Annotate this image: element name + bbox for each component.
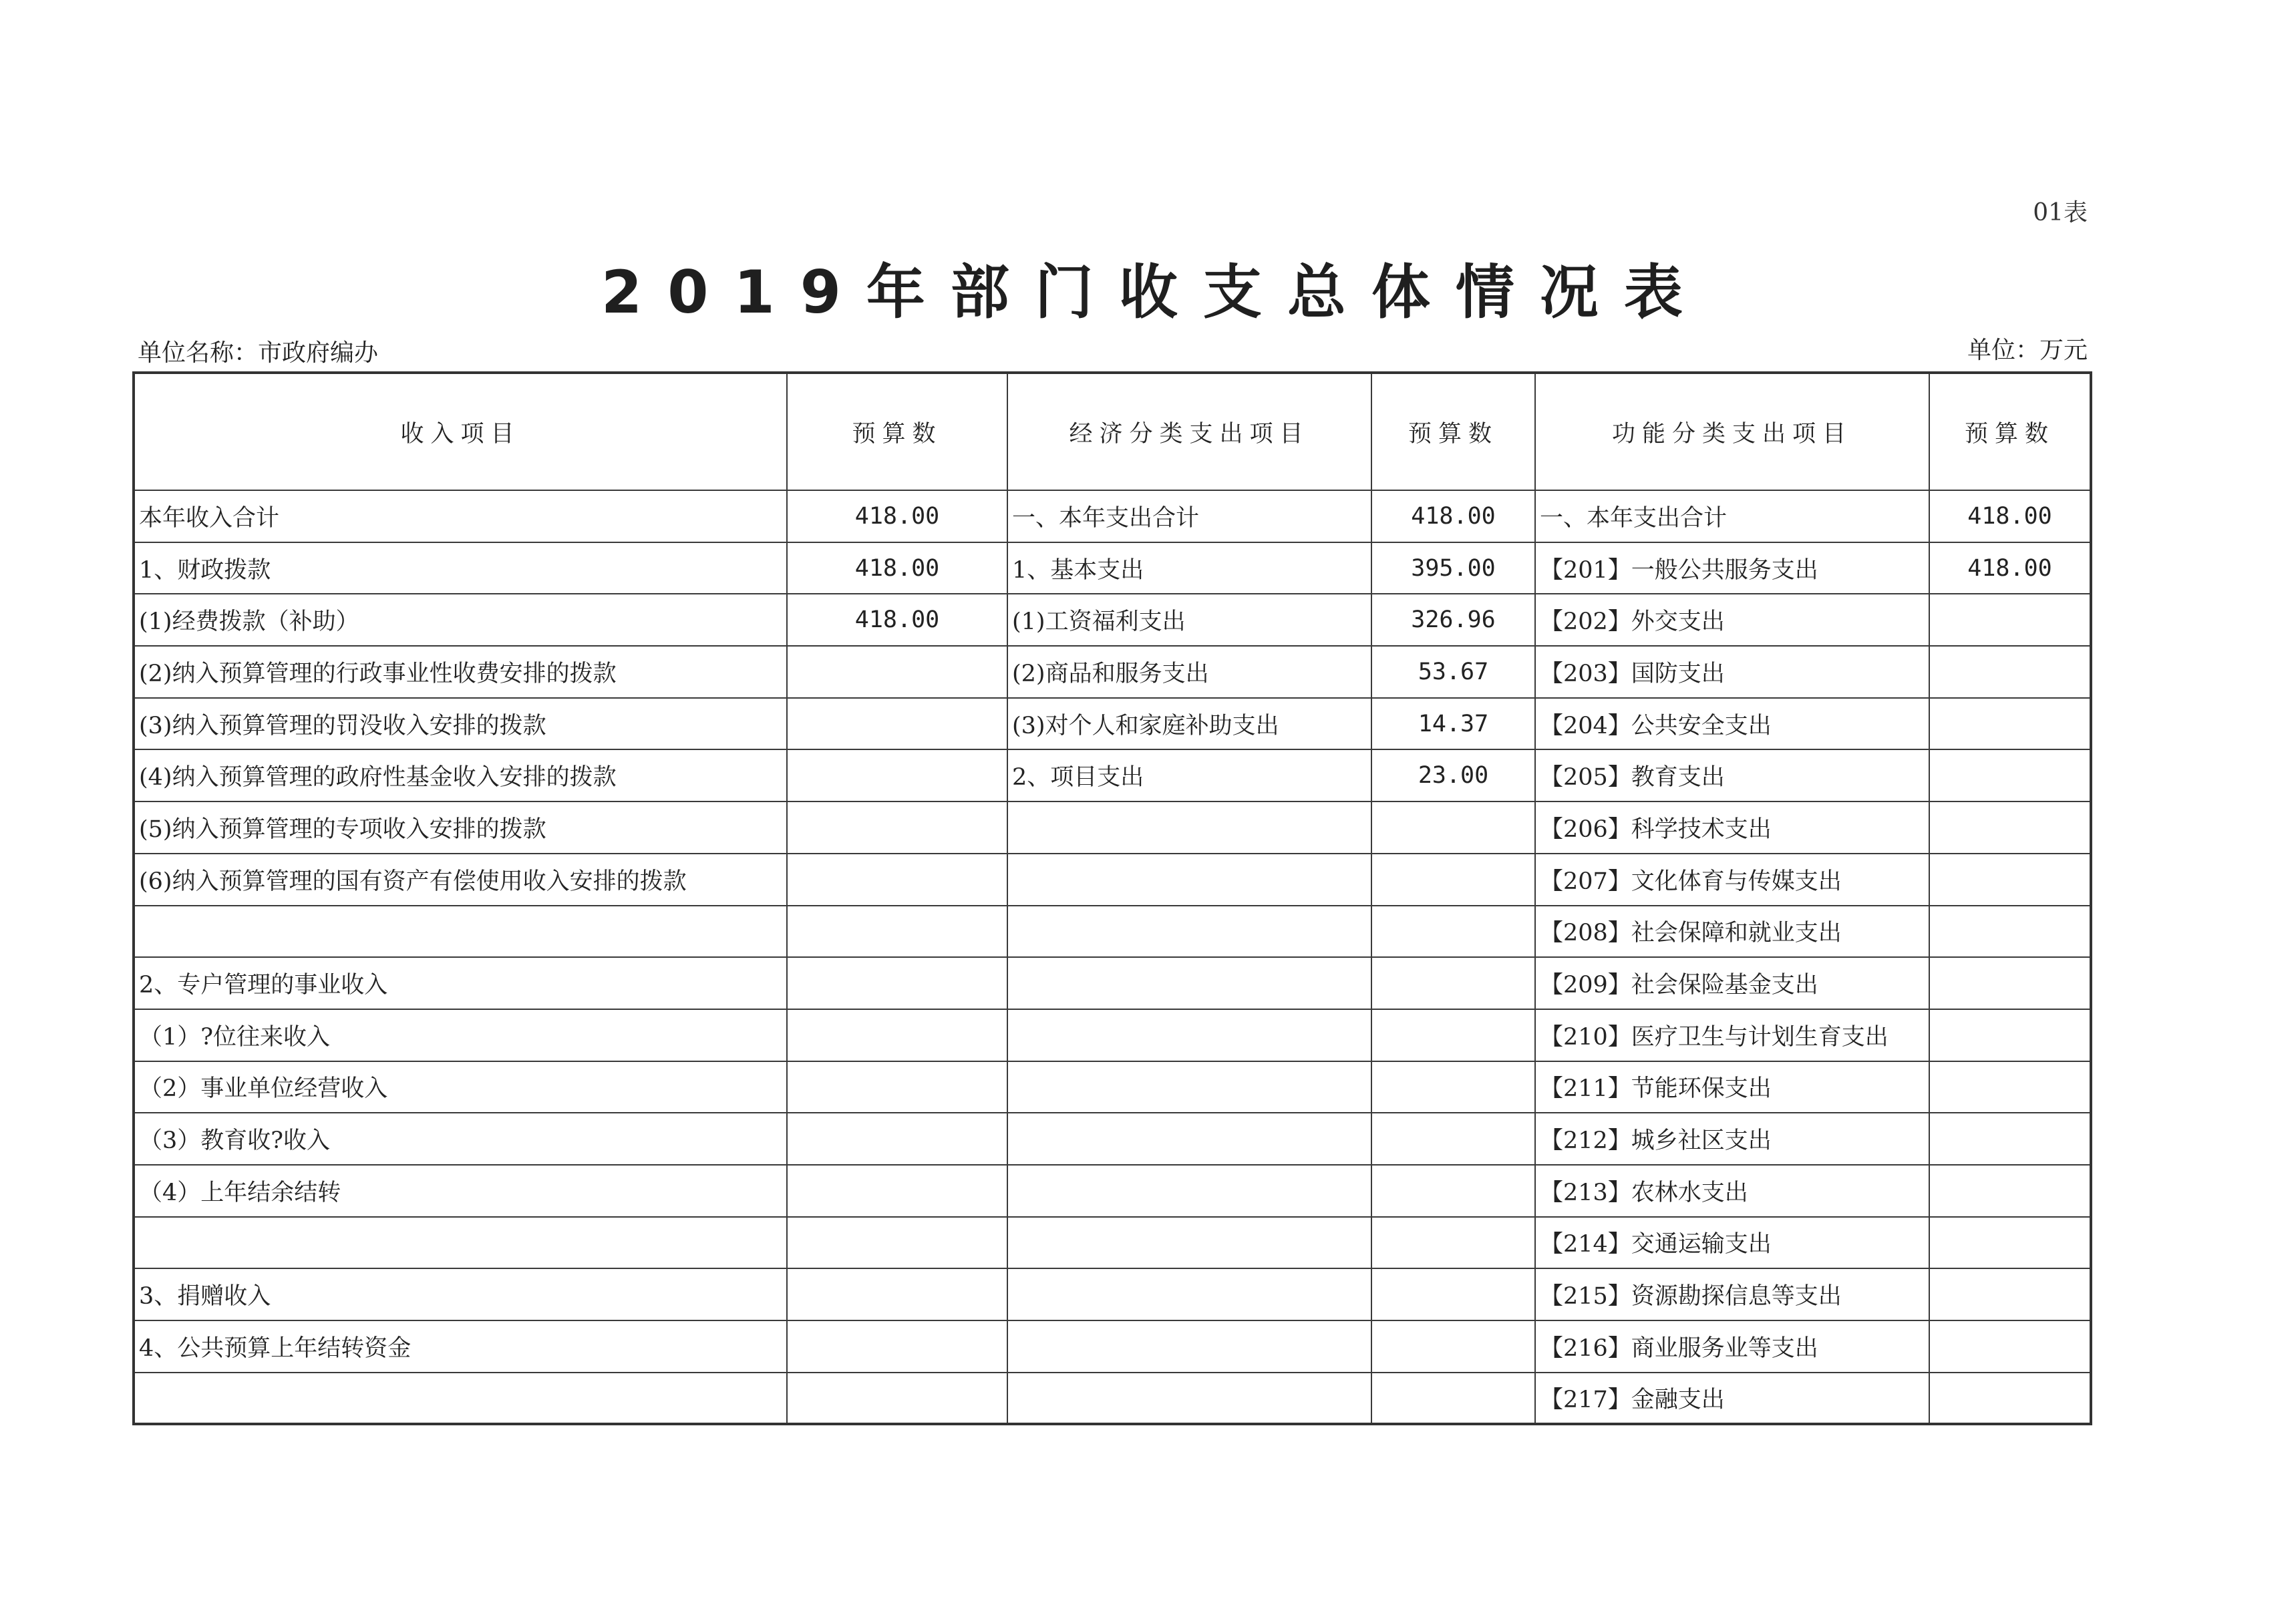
econ-item-cell: (2)商品和服务支出 bbox=[1007, 646, 1371, 698]
econ-amount-cell bbox=[1371, 1165, 1535, 1217]
table-body bbox=[134, 490, 2091, 1424]
income-item-cell: 本年收入合计 bbox=[134, 490, 787, 542]
func-amount-cell bbox=[1929, 1268, 2091, 1320]
func-amount-cell bbox=[1929, 594, 2091, 646]
econ-amount-cell bbox=[1371, 1113, 1535, 1165]
header-income-item: 收入项目 bbox=[134, 373, 787, 490]
func-amount-cell bbox=[1929, 1165, 2091, 1217]
header-income-budget: 预算数 bbox=[787, 373, 1007, 490]
income-item-cell bbox=[134, 1373, 787, 1425]
econ-item-cell: (3)对个人和家庭补助支出 bbox=[1007, 698, 1371, 750]
func-amount-cell bbox=[1929, 1061, 2091, 1113]
income-amount-cell bbox=[787, 1320, 1007, 1373]
income-amount-cell bbox=[787, 646, 1007, 698]
income-item-cell: (5)纳入预算管理的专项收入安排的拨款 bbox=[134, 801, 787, 854]
income-amount-cell bbox=[787, 1268, 1007, 1320]
func-item-cell: 【207】文化体育与传媒支出 bbox=[1535, 854, 1929, 906]
header-func-item: 功能分类支出项目 bbox=[1535, 373, 1929, 490]
econ-item-cell bbox=[1007, 906, 1371, 958]
income-amount-cell bbox=[787, 906, 1007, 958]
econ-item-cell bbox=[1007, 1061, 1371, 1113]
table-row bbox=[134, 854, 2091, 906]
econ-amount-cell: 326.96 bbox=[1371, 594, 1535, 646]
income-item-cell: （4）上年结余结转 bbox=[134, 1165, 787, 1217]
func-item-cell: 【205】教育支出 bbox=[1535, 749, 1929, 801]
econ-amount-cell bbox=[1371, 1320, 1535, 1373]
table-row bbox=[134, 1165, 2091, 1217]
econ-amount-cell bbox=[1371, 957, 1535, 1009]
income-item-cell: (6)纳入预算管理的国有资产有偿使用收入安排的拨款 bbox=[134, 854, 787, 906]
table-row bbox=[134, 490, 2091, 542]
income-amount-cell bbox=[787, 801, 1007, 854]
income-item-cell: 2、专户管理的事业收入 bbox=[134, 957, 787, 1009]
table-row bbox=[134, 1373, 2091, 1425]
income-item-cell: 1、财政拨款 bbox=[134, 542, 787, 594]
table-row bbox=[134, 1320, 2091, 1373]
table-row bbox=[134, 801, 2091, 854]
econ-item-cell bbox=[1007, 1320, 1371, 1373]
table-row bbox=[134, 957, 2091, 1009]
econ-amount-cell: 395.00 bbox=[1371, 542, 1535, 594]
func-item-cell: 【206】科学技术支出 bbox=[1535, 801, 1929, 854]
header-econ-budget: 预算数 bbox=[1371, 373, 1535, 490]
table-row bbox=[134, 1061, 2091, 1113]
budget-table bbox=[132, 371, 2092, 1425]
econ-item-cell bbox=[1007, 1113, 1371, 1165]
econ-item-cell bbox=[1007, 1217, 1371, 1269]
income-item-cell: （3）教育收?收入 bbox=[134, 1113, 787, 1165]
econ-amount-cell: 418.00 bbox=[1371, 490, 1535, 542]
income-amount-cell bbox=[787, 1373, 1007, 1425]
header-econ-item: 经济分类支出项目 bbox=[1007, 373, 1371, 490]
table-row bbox=[134, 594, 2091, 646]
econ-amount-cell bbox=[1371, 854, 1535, 906]
table-row bbox=[134, 1217, 2091, 1269]
func-amount-cell: 418.00 bbox=[1929, 542, 2091, 594]
econ-item-cell: 1、基本支出 bbox=[1007, 542, 1371, 594]
func-amount-cell bbox=[1929, 801, 2091, 854]
func-amount-cell bbox=[1929, 646, 2091, 698]
econ-amount-cell bbox=[1371, 1268, 1535, 1320]
func-item-cell: 【211】节能环保支出 bbox=[1535, 1061, 1929, 1113]
econ-amount-cell bbox=[1371, 906, 1535, 958]
func-item-cell: 【216】商业服务业等支出 bbox=[1535, 1320, 1929, 1373]
income-amount-cell bbox=[787, 1165, 1007, 1217]
econ-item-cell bbox=[1007, 854, 1371, 906]
income-amount-cell: 418.00 bbox=[787, 490, 1007, 542]
income-item-cell: (3)纳入预算管理的罚没收入安排的拨款 bbox=[134, 698, 787, 750]
func-item-cell: 【209】社会保险基金支出 bbox=[1535, 957, 1929, 1009]
func-amount-cell bbox=[1929, 1320, 2091, 1373]
header-func-budget: 预算数 bbox=[1929, 373, 2091, 490]
income-amount-cell bbox=[787, 749, 1007, 801]
income-amount-cell bbox=[787, 854, 1007, 906]
income-amount-cell: 418.00 bbox=[787, 542, 1007, 594]
table-row bbox=[134, 906, 2091, 958]
func-item-cell: 【210】医疗卫生与计划生育支出 bbox=[1535, 1009, 1929, 1061]
econ-item-cell: 2、项目支出 bbox=[1007, 749, 1371, 801]
table-row bbox=[134, 542, 2091, 594]
income-item-cell: (2)纳入预算管理的行政事业性收费安排的拨款 bbox=[134, 646, 787, 698]
income-item-cell bbox=[134, 906, 787, 958]
table-row bbox=[134, 646, 2091, 698]
func-amount-cell: 418.00 bbox=[1929, 490, 2091, 542]
econ-item-cell: (1)工资福利支出 bbox=[1007, 594, 1371, 646]
func-amount-cell bbox=[1929, 1009, 2091, 1061]
econ-amount-cell bbox=[1371, 1373, 1535, 1425]
func-item-cell: 【204】公共安全支出 bbox=[1535, 698, 1929, 750]
func-amount-cell bbox=[1929, 1113, 2091, 1165]
econ-item-cell bbox=[1007, 801, 1371, 854]
table-row bbox=[134, 1268, 2091, 1320]
func-amount-cell bbox=[1929, 749, 2091, 801]
table-row bbox=[134, 698, 2091, 750]
income-item-cell: （2）事业单位经营收入 bbox=[134, 1061, 787, 1113]
func-amount-cell bbox=[1929, 1217, 2091, 1269]
func-amount-cell bbox=[1929, 1373, 2091, 1425]
income-amount-cell bbox=[787, 1061, 1007, 1113]
table-row bbox=[134, 749, 2091, 801]
econ-amount-cell bbox=[1371, 1061, 1535, 1113]
income-item-cell: 4、公共预算上年结转资金 bbox=[134, 1320, 787, 1373]
func-amount-cell bbox=[1929, 906, 2091, 958]
table-row bbox=[134, 1113, 2091, 1165]
income-item-cell: （1）?位往来收入 bbox=[134, 1009, 787, 1061]
func-amount-cell bbox=[1929, 957, 2091, 1009]
func-amount-cell bbox=[1929, 698, 2091, 750]
income-amount-cell bbox=[787, 957, 1007, 1009]
func-item-cell: 【208】社会保障和就业支出 bbox=[1535, 906, 1929, 958]
econ-item-cell bbox=[1007, 1165, 1371, 1217]
econ-item-cell bbox=[1007, 957, 1371, 1009]
econ-item-cell bbox=[1007, 1268, 1371, 1320]
econ-item-cell: 一、本年支出合计 bbox=[1007, 490, 1371, 542]
func-amount-cell bbox=[1929, 854, 2091, 906]
func-item-cell: 【213】农林水支出 bbox=[1535, 1165, 1929, 1217]
econ-amount-cell: 14.37 bbox=[1371, 698, 1535, 750]
func-item-cell: 【217】金融支出 bbox=[1535, 1373, 1929, 1425]
income-amount-cell bbox=[787, 698, 1007, 750]
income-item-cell: (1)经费拨款（补助） bbox=[134, 594, 787, 646]
func-item-cell: 【202】外交支出 bbox=[1535, 594, 1929, 646]
unit-name: 单位名称：市政府编办 bbox=[138, 339, 379, 367]
func-item-cell: 【215】资源勘探信息等支出 bbox=[1535, 1268, 1929, 1320]
sheet-code: 01表 bbox=[2033, 199, 2088, 226]
income-item-cell bbox=[134, 1217, 787, 1269]
income-amount-cell bbox=[787, 1217, 1007, 1269]
econ-amount-cell bbox=[1371, 1217, 1535, 1269]
income-item-cell: 3、捐赠收入 bbox=[134, 1268, 787, 1320]
income-amount-cell bbox=[787, 1113, 1007, 1165]
func-item-cell: 【212】城乡社区支出 bbox=[1535, 1113, 1929, 1165]
econ-item-cell bbox=[1007, 1009, 1371, 1061]
econ-amount-cell: 23.00 bbox=[1371, 749, 1535, 801]
econ-amount-cell bbox=[1371, 801, 1535, 854]
income-amount-cell bbox=[787, 1009, 1007, 1061]
func-item-cell: 一、本年支出合计 bbox=[1535, 490, 1929, 542]
econ-amount-cell: 53.67 bbox=[1371, 646, 1535, 698]
income-item-cell: (4)纳入预算管理的政府性基金收入安排的拨款 bbox=[134, 749, 787, 801]
table-row bbox=[134, 1009, 2091, 1061]
econ-amount-cell bbox=[1371, 1009, 1535, 1061]
func-item-cell: 【201】一般公共服务支出 bbox=[1535, 542, 1929, 594]
income-amount-cell: 418.00 bbox=[787, 594, 1007, 646]
func-item-cell: 【214】交通运输支出 bbox=[1535, 1217, 1929, 1269]
func-item-cell: 【203】国防支出 bbox=[1535, 646, 1929, 698]
currency-unit: 单位：万元 bbox=[1967, 337, 2088, 364]
page-title: 2019年部门收支总体情况表 bbox=[601, 258, 1708, 327]
table-header-row bbox=[134, 373, 2091, 490]
econ-item-cell bbox=[1007, 1373, 1371, 1425]
